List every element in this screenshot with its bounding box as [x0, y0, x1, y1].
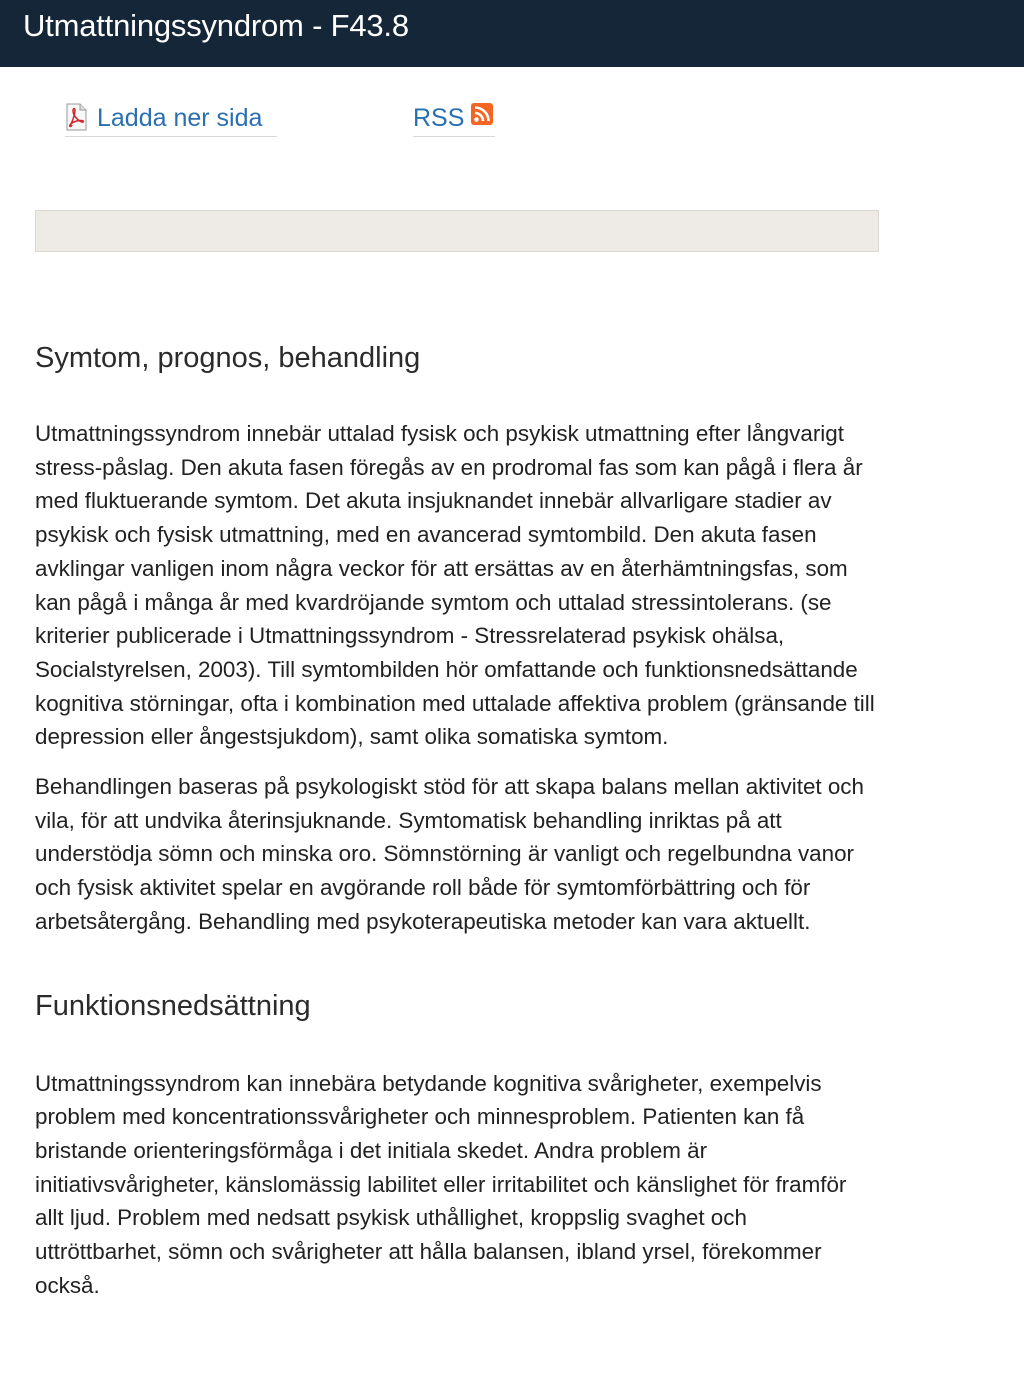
page-title: Utmattningssyndrom - F43.8	[23, 8, 409, 43]
rss-label: RSS	[413, 103, 465, 132]
download-page-link[interactable]	[65, 100, 277, 137]
section-paragraph: Utmattningssyndrom innebär uttalad fysisk och psykisk utmattning efter långvarigt stress-påslag. Den akuta fasen föregås av en prodromal fas som kan pågå i flera år med fluktuerande symtom. Det akuta insjuknandet innebär allvarligare stadier av psykisk och fysisk utmattning, med en avancerad symtombild. Den akuta fasen avklingar vanligen inom några veckor för att ersättas av en återhämtningsfas, som kan pågå i många år med kvardröjande symtom och uttalad stressintolerans. (se kriterier publicerade i Utmattningssyndrom - Stressrelaterad psykisk ohälsa, Socialstyrelsen, 2003). Till symtombilden hör omfattande och funktionsnedsättande kognitiva störningar, ofta i kombination med uttalade affektiva problem (gränsande till depression eller ångestsjukdom), samt olika somatiska symtom.	[35, 421, 875, 750]
main-content	[35, 336, 880, 1302]
rss-link[interactable]	[413, 100, 495, 137]
section-paragraph: Utmattningssyndrom kan innebära betydande kognitiva svårigheter, exempelvis problem med koncentrationssvårigheter och minnesproblem. Patienten kan få bristande orienteringsförmåga i det initiala skedet. Andra problem är initiativsvårigheter, känslomässig labilitet eller irritabilitet och känslighet för framför allt ljud. Problem med nedsatt psykisk uthållighet, kroppslig svaghet och uttröttbarhet, sömn och svårigheter att hålla balansen, ibland yrsel, förekommer också.	[35, 1070, 847, 1298]
download-page-label: Ladda ner sida	[97, 103, 263, 132]
page-header	[0, 0, 1024, 67]
page-toolbar	[0, 100, 1024, 144]
notice-box	[35, 210, 879, 252]
section-heading: Funktionsnedsättning	[35, 989, 311, 1022]
pdf-icon	[65, 103, 87, 131]
section-paragraph: Behandlingen baseras på psykologiskt stöd för att skapa balans mellan aktivitet och vila, för att undvika återinsjuknande. Symtomatisk behandling inriktas på att understödja sömn och minska oro. Sömnstörning är vanligt och regelbundna vanor och fysisk aktivitet spelar en avgörande roll både för symtomförbättring och för arbetsåtergång. Behandling med psykoterapeutiska metoder kan vara aktuellt.	[35, 774, 864, 934]
section-heading: Symtom, prognos, behandling	[35, 342, 421, 374]
rss-icon	[471, 103, 493, 125]
